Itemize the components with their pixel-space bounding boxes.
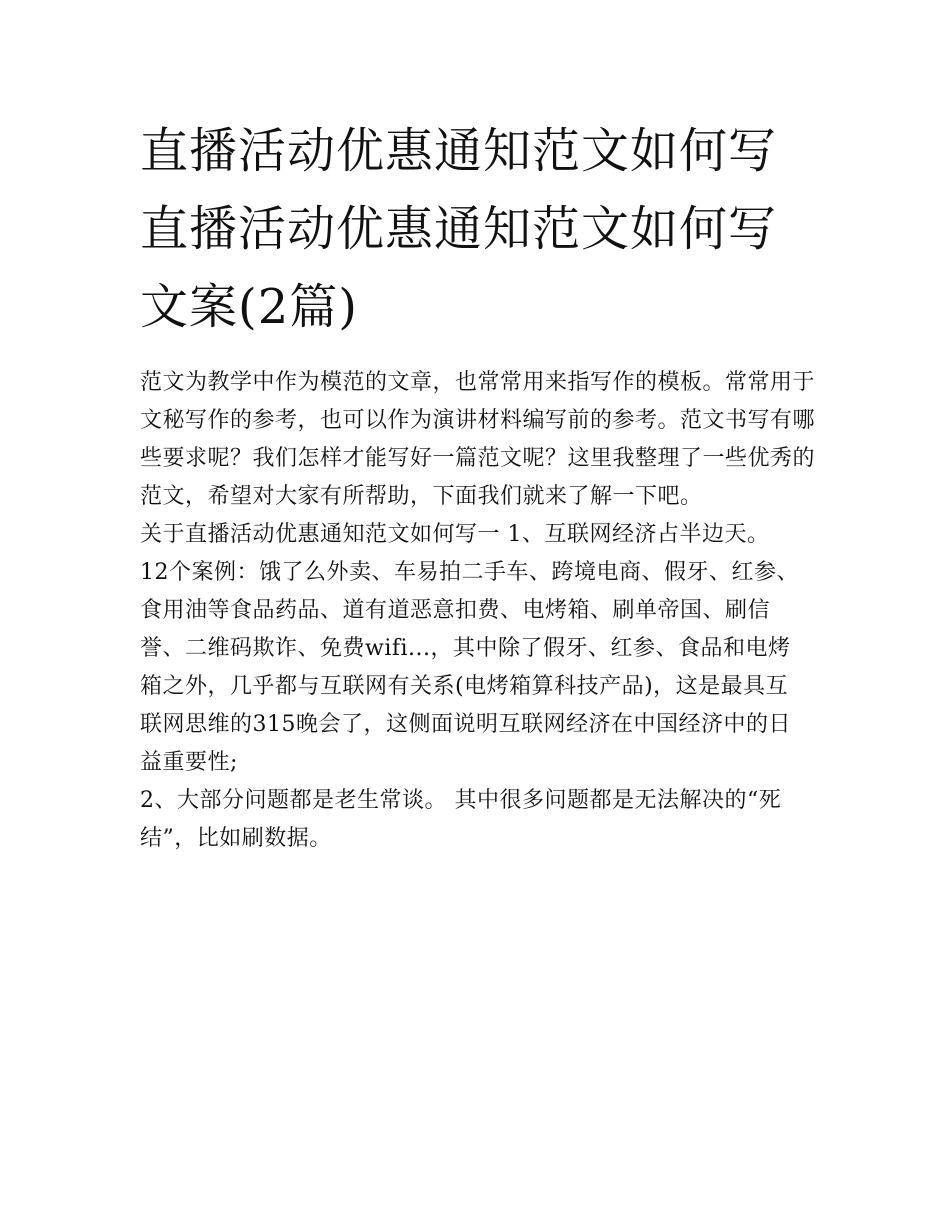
document-page bbox=[140, 112, 820, 858]
document-title: 直播活动优惠通知范文如何写直播活动优惠通知范文如何写文案(2篇) bbox=[140, 123, 778, 335]
intro-paragraph: 范文为教学中作为模范的文章，也常常用来指写作的模板。常常用于文秘写作的参考，也可以作为演讲材料编写前的参考。范文书写有哪些要求呢？我们怎样才能写好一篇范文呢？这里我整理了一些优秀的范文，希望对大家有所帮助，下面我们就来了解一下吧。 bbox=[140, 370, 816, 509]
section-one-paragraph: 关于直播活动优惠通知范文如何写一 1、互联网经济占半边天。 bbox=[140, 522, 770, 547]
section-two-paragraph: 2、大部分问题都是老生常谈。 其中很多问题都是无法解决的“死结”，比如刷数据。 bbox=[140, 788, 782, 851]
cases-paragraph: 12个案例：饿了么外卖、车易拍二手车、跨境电商、假牙、红参、食用油等食品药品、道有道恶意扣费、电烤箱、刷单帝国、刷信誉、二维码欺诈、免费wifi...，其中除了假牙、红参、食品和电烤箱之外，几乎都与互联网有关系(电烤箱算科技产品)，这是最具互联网思维的315晚会了，这侧面说明互联网经济在中国经济中的日益重要性; bbox=[140, 560, 799, 775]
